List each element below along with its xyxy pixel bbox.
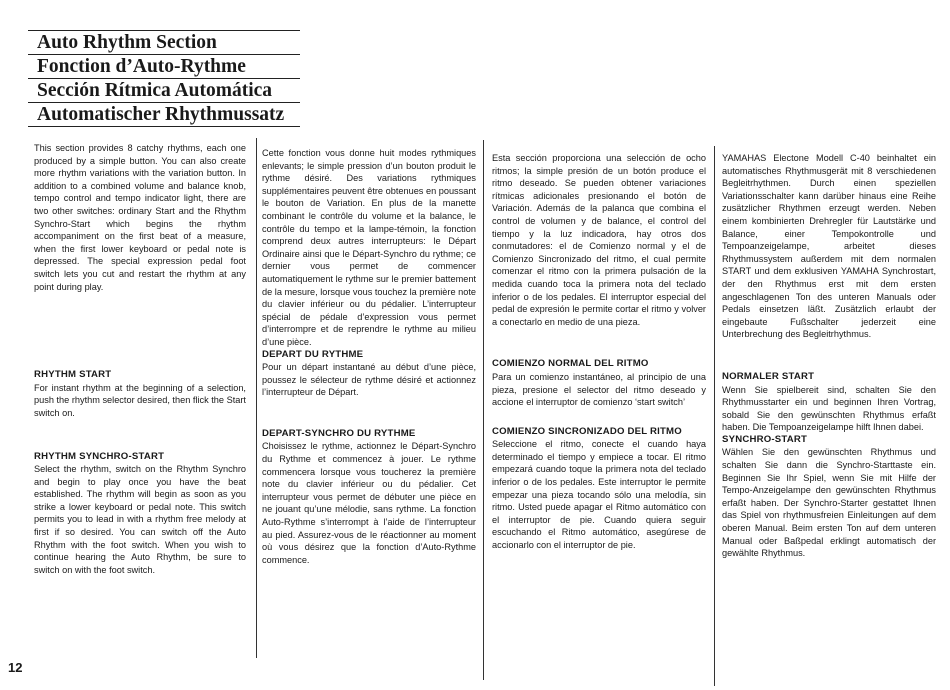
title-german: Automatischer Rhythmussatz [28,103,300,127]
spanish-normal-heading: COMIENZO NORMAL DEL RITMO [492,358,649,370]
english-rhythm-start-heading: RHYTHM START [34,369,112,381]
spanish-synchro-heading: COMIENZO SINCRONIZADO DEL RITMO [492,425,682,437]
german-intro: YAMAHAS Electone Modell C-40 beinhaltet ein automatisches Rhythmusgerät mit 8 verschiedenen Begleitrhythmen. Durch einen speziellen Variationsschalter kann darüber hinaus eine Reihe zusätzlicher Rhythmen erzeugt werden. Neben einem kombinierten Drehregler für Lautstärke und Balance, einer Tempokontrolle und Tempoanzeigelampe, arbeitet dieses Rhythmussystem außerdem mit dem normalen START und dem exklusiven YAMAHA Synchrostart, der den Rhythmus erst mit dem ersten angeschlagenen Ton des unteren Manuals oder Pedals einsetzen läßt. Zusätzlich erlaubt der eingebaute Fußschalter jederzeit eine Unterbrechung des Begleitrhythmus. [722,153,936,340]
column-divider [483,140,484,680]
spanish-normal-text: Para un comienzo instantáneo, al principio de una pieza, presione el selector del ritmo deseado y accione el interruptor de comienzo ‘start switch’ [492,371,706,408]
section-titles [28,30,300,127]
french-column [262,147,476,566]
title-spanish: Sección Rítmica Automática [28,79,300,103]
english-column [34,142,246,576]
french-depart-text: Pour un départ instantané au début d’une pièce, poussez le sélecteur de rythme désiré et actionnez l’interrupteur de Départ. [262,362,476,398]
french-synchro-text: Choisissez le rythme, actionnez le Départ-Synchro du Rythme et commencez à jouer. Le rythme commencera lorsque vous toucherez la première note du clavier inférieur ou du pédalier. Cet interrupteur vous permet de débuter une pièce en ne jouant qu’une mélodie, sans rythme. La fonction Auto-Rythme s’interrompt à l’aide de l’interrupteur au pied. Assurez-vous de le réactionner au moment où vous désirez que la fonction d’Auto-Rythme commence. [262,441,476,565]
page-number: 12 [8,660,23,675]
column-divider [256,138,257,658]
french-intro: Cette fonction vous donne huit modes rythmiques enlevants; le simple pression d’un bouton produit le rythme désiré. Des variations rythmiques supplémentaires peuvent être obtenues en poussant le bouton de Variation. En plus de la manette combinant le contrôle du volume et la balance, le contrôle du tempo et la lampe-témoin, la fonction comprend deux autres interrupteurs: le Départ Ordinaire ainsi que le Départ-Synchro du rythme; ce dernier vous permet de commencer automatiquement le rythme sur le premier battement de la mesure, lorsque vous touchez la première note du clavier inférieur ou du pédalier. L’interrupteur spécial de pédale d’expression vous permet d’interrompre et de reprendre le rythme au milieu d’une pièce. [262,148,477,347]
german-column [722,152,936,560]
english-intro: This section provides 8 catchy rhythms, each one produced by a simple button. You can also create more rhythm variations with the variation button. In addition to a combined volume and balance knob, tempo control and tempo indicator light, there are two other switches: ordinary Start and the Rhythm Synchro-Start which begins the rhythm accompaniment on the first beat of a measure, when the first lower keyboard or pedal note is depressed. The special expression pedal foot switch lets you cut and restart the rhythm at any point during play. [34,143,246,292]
title-english: Auto Rhythm Section [28,30,300,55]
german-normal-text: Wenn Sie spielbereit sind, schalten Sie den Rhythmusstarter ein und beginnen Ihren Vortrag, sobald Sie den gewünschten Rhythmus erfaßt haben. Die Tempoanzeigelampe hilft Ihnen dabei. [722,384,936,433]
title-french: Fonction d’Auto-Rythme [28,55,300,79]
english-synchro-heading: RHYTHM SYNCHRO-START [34,450,165,462]
spanish-column [492,152,706,552]
german-synchro-text: Wählen Sie den gewünschten Rhythmus und schalten Sie dann die Synchro-Starttaste ein. Beginnen Sie Ihr Spiel, wenn Sie mit Hilfe der Tempo-Anzeigelampe den gewünschten Rhythmus erfaßt haben. Der Synchro-Starter gestattet Ihnen das Spiel von rhythmusfreien Einleitungen auf dem oberen Manual. Beim ersten Ton auf dem unteren Manual oder Baßpedal erklingt automatisch der gewählte Rhythmus. [722,447,936,559]
english-synchro-text: Select the rhythm, switch on the Rhythm Synchro and begin to play once you have the beat established. The rhythm will begin as soon as you strike a lower keyboard or pedal note. This switch permits you to lead in with a rhythm free melody at first if so desired. You can switch off the Auto Rhythm with the foot switch. When you wish to continue hearing the Auto Rhythm, be sure to switch on with the foot switch. [34,464,246,575]
spanish-intro: Esta sección proporciona una selección de ocho ritmos; la simple presión de un botón produce el ritmo deseado. Se pueden obtener variaciones rítmicas adicionales presionando el botón de Variación. Además de la palanca que combina el control de volumen y de balance, el control del tiempo y la luz indicadora, hay otros dos conmutadores: el de Comienzo normal y el de Comienzo Sincronizado del ritmo, el cual permite comenzar el ritmo con la primera pulsación de la medida cuando toca la primera nota del teclado inferior o de los pedales. El interruptor especial del pedal de expresión le permite cortar el ritmo y volver a conectarlo en medio de una pieza. [492,153,706,327]
english-rhythm-start-text: For instant rhythm at the beginning of a selection, push the rhythm selector desired, then flick the Start switch on. [34,382,246,418]
french-depart-heading: DEPART DU RYTHME [262,348,364,360]
german-normal-heading: NORMALER START [722,370,815,382]
french-synchro-heading: DEPART-SYNCHRO DU RYTHME [262,427,416,439]
column-divider [714,146,715,686]
german-synchro-heading: SYNCHRO-START [722,433,808,445]
spanish-synchro-text: Seleccione el ritmo, conecte el cuando haya determinado el tiempo y empiece a tocar. El ritmo empezará cuando toque la primera nota del teclado inferior o de los pedales. Este interruptor le permite empezar una pieza tocando sólo una melodía, sin ritmo. Usted puede apagar el Ritmo automático con el interruptor de pie. Cuando quiera seguir escuchando el Ritmo automático, asegúrese de accionarlo con el interruptor de pie. [492,439,706,551]
